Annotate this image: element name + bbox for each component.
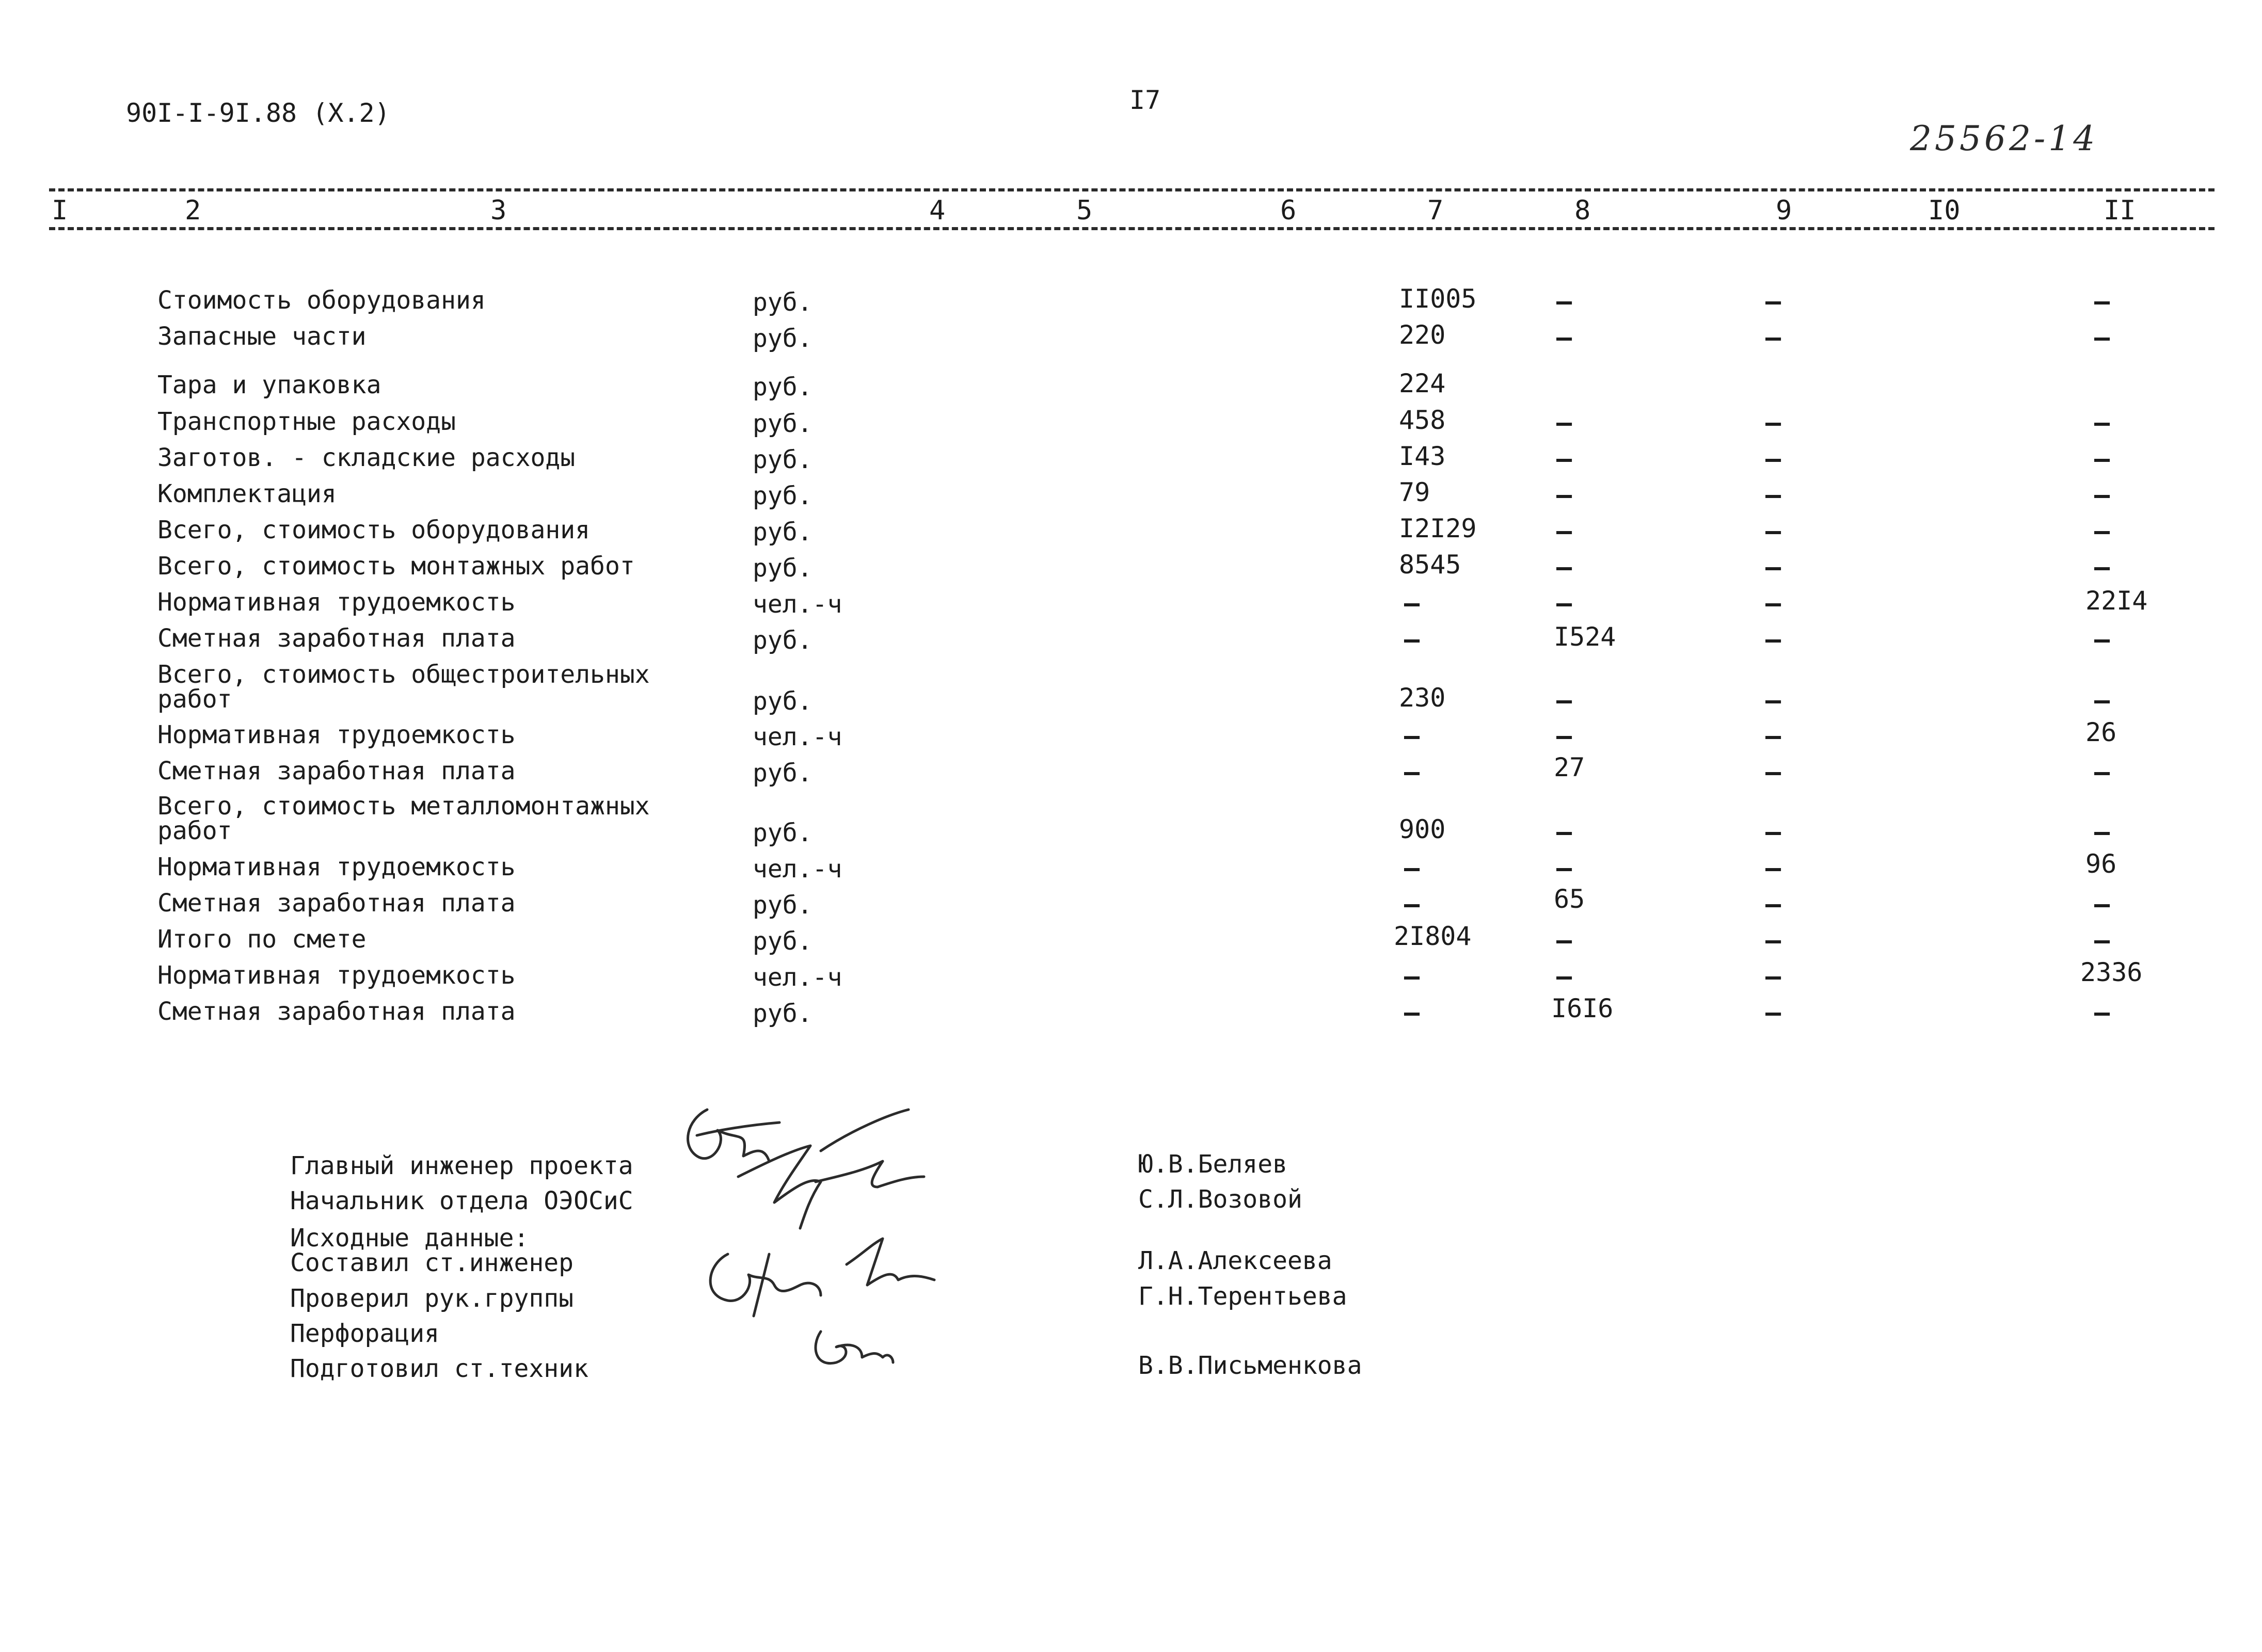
row-unit: руб.	[753, 759, 813, 788]
signature-name: Л.А.Алексеева	[1138, 1246, 1332, 1275]
cell-col11: –	[2094, 444, 2110, 474]
row-label: Нормативная трудоемкость	[157, 588, 516, 617]
row-label: Заготов. - складские расходы	[157, 443, 576, 472]
cell-col11: 26	[2085, 717, 2117, 747]
cell-col11: 2336	[2080, 957, 2143, 987]
row-unit: руб.	[753, 819, 813, 847]
signature-role: Начальник отдела ОЭОСиС	[290, 1186, 633, 1215]
row-label: Нормативная трудоемкость	[157, 720, 516, 749]
cell-col9: –	[1765, 408, 1781, 438]
cell-col7: –	[1404, 889, 1420, 919]
cell-col7: I43	[1399, 441, 1446, 471]
row-unit: чел.-ч	[753, 855, 842, 884]
cell-col9: –	[1765, 286, 1781, 316]
cell-col11: –	[2094, 757, 2110, 787]
cell-col9: –	[1765, 721, 1781, 751]
signature-role: Исходные данные: Составил ст.инженер	[290, 1224, 574, 1277]
col-number-8: 8	[1574, 195, 1591, 226]
cell-col8: –	[1556, 323, 1572, 352]
row-unit: руб.	[753, 409, 813, 438]
row-label: Сметная заработная плата	[157, 997, 516, 1026]
cell-col11: –	[2094, 516, 2110, 546]
cell-col11: –	[2094, 323, 2110, 352]
cell-col11: –	[2094, 685, 2110, 715]
row-unit: руб.	[753, 518, 813, 547]
row-unit: руб.	[753, 927, 813, 956]
page-number: I7	[1129, 85, 1161, 115]
handwritten-signatures	[666, 1099, 1130, 1388]
cell-col8: –	[1556, 588, 1572, 618]
cell-col9: –	[1765, 323, 1781, 352]
cell-col9: –	[1765, 853, 1781, 883]
cell-col11: –	[2094, 408, 2110, 438]
row-label: Нормативная трудоемкость	[157, 853, 516, 881]
row-label: Транспортные расходы	[157, 407, 456, 436]
cell-col7: –	[1404, 721, 1420, 751]
row-unit: чел.-ч	[753, 723, 842, 751]
cell-col7: 8545	[1399, 550, 1461, 580]
cell-col9: –	[1765, 516, 1781, 546]
cell-col8: –	[1556, 961, 1572, 991]
cell-col11: –	[2094, 817, 2110, 847]
cell-col9: –	[1765, 480, 1781, 510]
col-number-11: II	[2104, 195, 2136, 226]
cell-col7: 220	[1399, 320, 1446, 350]
signature-name: Г.Н.Терентьева	[1138, 1282, 1347, 1311]
cell-col9: –	[1765, 961, 1781, 991]
cell-col7: 900	[1399, 814, 1446, 844]
cell-col9: –	[1765, 624, 1781, 654]
row-label: Всего, стоимость общестроительных работ	[157, 660, 650, 714]
cell-col7: –	[1404, 853, 1420, 883]
cell-col9: –	[1765, 588, 1781, 618]
cell-col11: –	[2094, 480, 2110, 510]
cell-col7: –	[1404, 624, 1420, 654]
row-label: Стоимость оборудования	[157, 286, 486, 315]
cell-col8: 27	[1554, 752, 1585, 782]
row-unit: руб.	[753, 482, 813, 510]
col-number-7: 7	[1427, 195, 1444, 226]
row-unit: руб.	[753, 373, 813, 402]
cell-col7: 224	[1399, 368, 1446, 398]
cell-col9: –	[1765, 757, 1781, 787]
row-label: Сметная заработная плата	[157, 757, 516, 785]
cell-col7: 79	[1399, 477, 1430, 507]
cell-col7: –	[1404, 998, 1420, 1028]
col-number-4: 4	[929, 195, 946, 226]
cell-col9: –	[1765, 817, 1781, 847]
col-number-10: I0	[1928, 195, 1961, 226]
cell-col7: –	[1404, 961, 1420, 991]
col-number-9: 9	[1776, 195, 1792, 226]
cell-col8: –	[1556, 444, 1572, 474]
signature-role: Подготовил ст.техник	[290, 1354, 588, 1383]
signature-name: С.Л.Возовой	[1138, 1185, 1302, 1214]
cell-col11: –	[2094, 286, 2110, 316]
cell-col7: –	[1404, 757, 1420, 787]
header-top-rule	[49, 188, 2215, 191]
row-unit: руб.	[753, 999, 813, 1028]
cell-col11: –	[2094, 998, 2110, 1028]
cell-col9: –	[1765, 998, 1781, 1028]
cell-col8: –	[1556, 286, 1572, 316]
row-unit: чел.-ч	[753, 590, 842, 619]
cell-col7: 458	[1399, 405, 1446, 435]
signature-role: Проверил рук.группы	[290, 1284, 574, 1313]
cell-col7: 2I804	[1394, 921, 1472, 951]
cell-col8: –	[1556, 552, 1572, 582]
col-number-1: I	[52, 195, 68, 226]
signature-role: Главный инженер проекта	[290, 1151, 633, 1180]
cell-col9: –	[1765, 925, 1781, 955]
cell-col8: –	[1556, 853, 1572, 883]
header-bottom-rule	[49, 227, 2215, 230]
row-label: Всего, стоимость оборудования	[157, 516, 591, 544]
cell-col7: 230	[1399, 683, 1446, 713]
row-unit: руб.	[753, 445, 813, 474]
cell-col8: –	[1556, 817, 1572, 847]
cell-col7: I2I29	[1399, 514, 1477, 543]
row-unit: чел.-ч	[753, 963, 842, 992]
col-number-6: 6	[1280, 195, 1297, 226]
handwritten-sheet-number: 25562-14	[1910, 119, 2098, 158]
row-label: Всего, стоимость металломонтажных работ	[157, 792, 650, 845]
cell-col11: –	[2094, 624, 2110, 654]
cell-col8: –	[1556, 480, 1572, 510]
row-label: Сметная заработная плата	[157, 624, 516, 653]
row-unit: руб.	[753, 554, 813, 583]
signature-name: Ю.В.Беляев	[1138, 1150, 1287, 1179]
row-label: Тара и упаковка	[157, 371, 381, 399]
cell-col7: –	[1404, 588, 1420, 618]
col-number-2: 2	[185, 195, 201, 226]
cell-col11: –	[2094, 889, 2110, 919]
row-label: Нормативная трудоемкость	[157, 961, 516, 990]
row-unit: руб.	[753, 324, 813, 353]
row-label: Итого по смете	[157, 925, 367, 954]
cell-col9: –	[1765, 444, 1781, 474]
cell-col11: 96	[2085, 849, 2117, 879]
cell-col9: –	[1765, 552, 1781, 582]
signature-name: В.В.Письменкова	[1138, 1351, 1362, 1380]
cell-col9: –	[1765, 889, 1781, 919]
cell-col11: –	[2094, 552, 2110, 582]
cell-col8: –	[1556, 721, 1572, 751]
cell-col8: –	[1556, 925, 1572, 955]
row-unit: руб.	[753, 626, 813, 655]
cell-col11: 22I4	[2085, 586, 2148, 616]
row-unit: руб.	[753, 891, 813, 920]
row-label: Комплектация	[157, 479, 337, 508]
cell-col7: II005	[1399, 284, 1477, 314]
signature-role: Перфорация	[290, 1319, 439, 1348]
row-unit: руб.	[753, 288, 813, 317]
cell-col8: –	[1556, 516, 1572, 546]
cell-col8: I6I6	[1551, 993, 1614, 1023]
cell-col9: –	[1765, 685, 1781, 715]
row-unit: руб.	[753, 687, 813, 716]
cell-col8: I524	[1554, 622, 1616, 652]
document-code: 90I-I-9I.88 (X.2)	[126, 98, 390, 128]
col-number-3: 3	[490, 195, 507, 226]
row-label: Сметная заработная плата	[157, 889, 516, 918]
cell-col8: 65	[1554, 884, 1585, 914]
cell-col8: –	[1556, 685, 1572, 715]
row-label: Всего, стоимость монтажных работ	[157, 552, 635, 581]
cell-col8: –	[1556, 408, 1572, 438]
row-label: Запасные части	[157, 322, 367, 351]
cell-col11: –	[2094, 925, 2110, 955]
col-number-5: 5	[1076, 195, 1093, 226]
